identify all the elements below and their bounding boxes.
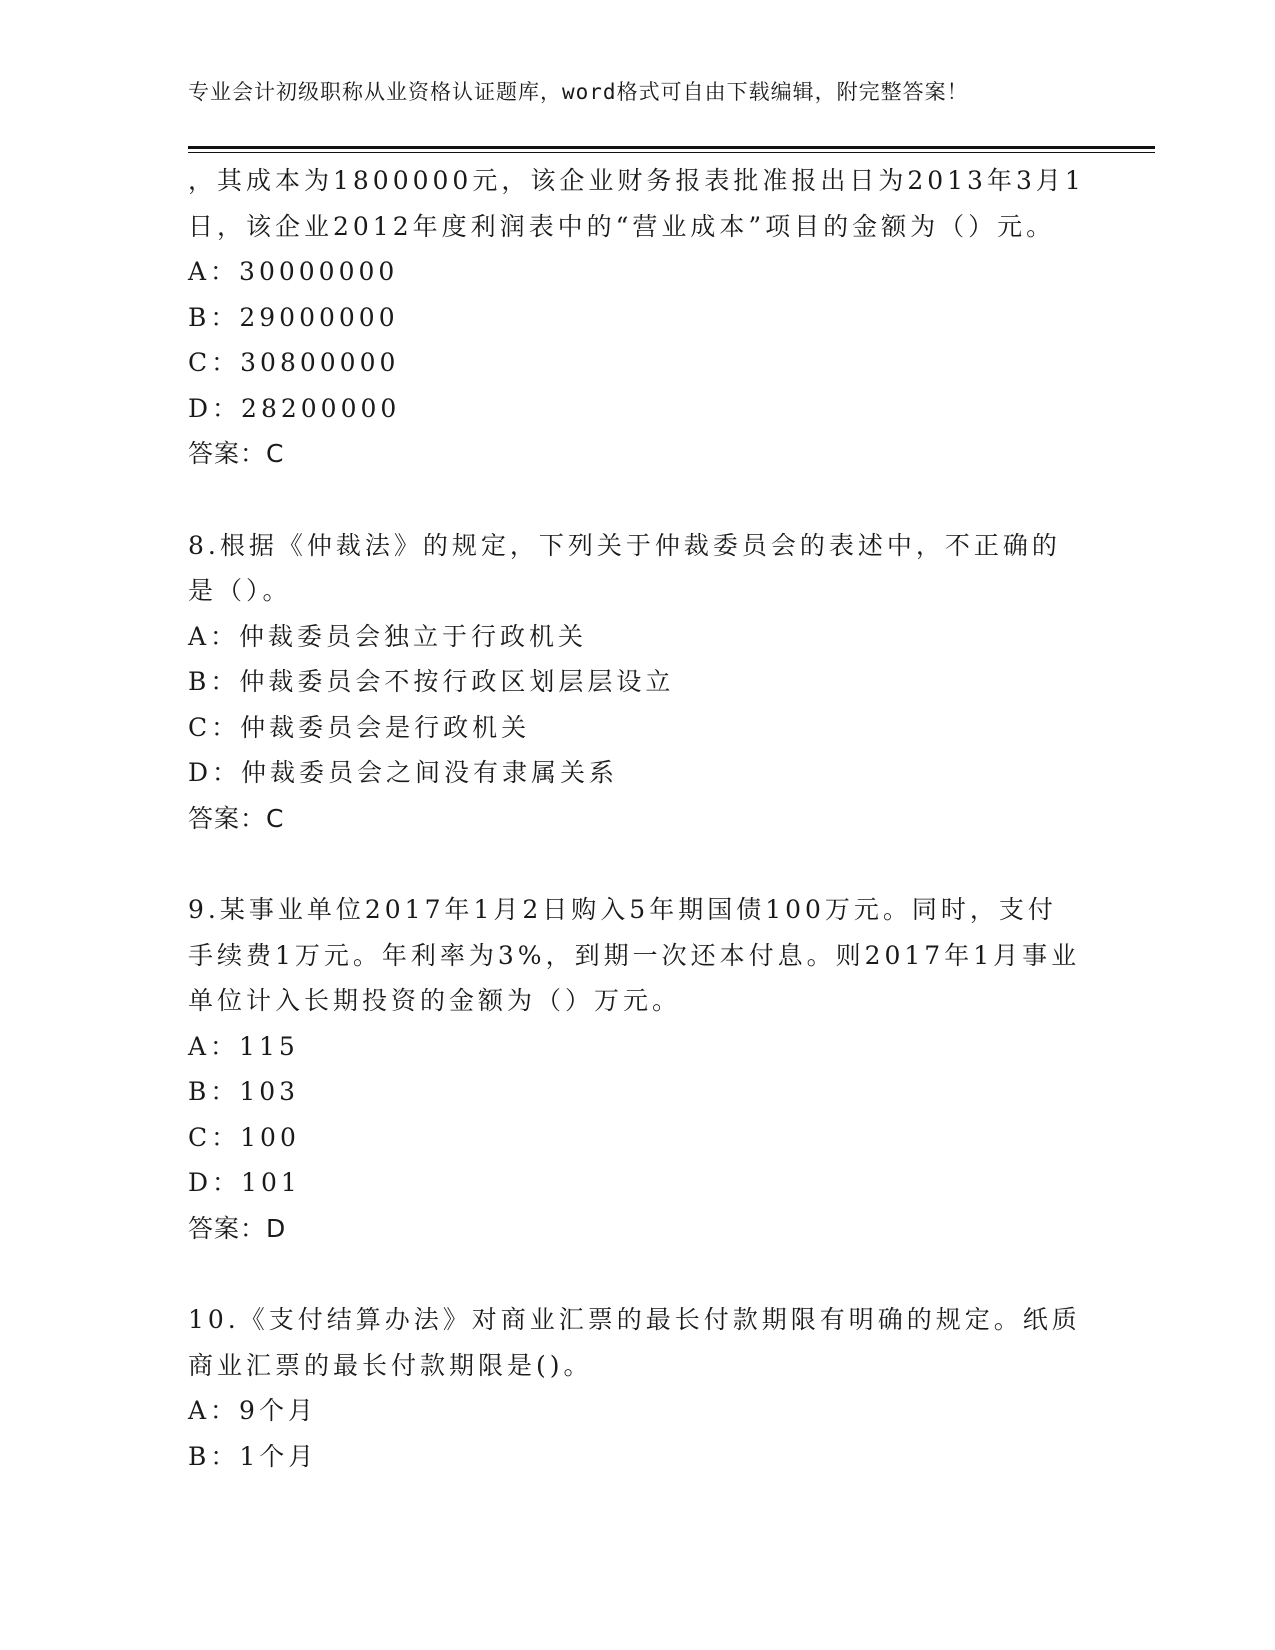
answer-text: 答案：C xyxy=(188,803,285,833)
question-stem-line: 日，该企业2012年度利润表中的“营业成本”项目的金额为（）元。 xyxy=(188,211,1056,241)
answer-text: 答案：C xyxy=(188,439,285,468)
option-c: C：仲裁委员会是行政机关 xyxy=(188,712,531,742)
answer-text: 答案：D xyxy=(188,1213,287,1243)
spacer xyxy=(188,841,1088,887)
option-a: A：115 xyxy=(188,1031,299,1061)
question-stem-line: 手续费1万元。年利率为3%，到期一次还本付息。则2017年1月事业 xyxy=(188,940,1081,970)
header-divider-thin xyxy=(188,152,1155,153)
question-stem-line: 9.某事业单位2017年1月2日购入5年期国债100万元。同时，支付 xyxy=(188,895,1057,924)
page-header-title: 专业会计初级职称从业资格认证题库，word格式可自由下载编辑，附完整答案！ xyxy=(188,80,969,104)
spacer xyxy=(188,1251,1088,1297)
option-a: A：9个月 xyxy=(188,1396,317,1425)
question-block xyxy=(188,887,1088,1251)
question-stem-line: 10.《支付结算办法》对商业汇票的最长付款期限有明确的规定。纸质 xyxy=(188,1305,1081,1334)
option-b: B：103 xyxy=(188,1077,300,1106)
question-stem-line: 商业汇票的最长付款期限是()。 xyxy=(188,1350,593,1380)
question-content xyxy=(188,158,1088,1479)
spacer xyxy=(188,477,1088,523)
option-d: D：28200000 xyxy=(188,393,401,423)
option-c: C：100 xyxy=(188,1122,300,1152)
question-block xyxy=(188,523,1088,842)
question-stem-line: ，其成本为1800000元，该企业财务报表批准报出日为2013年3月1 xyxy=(188,166,1085,195)
option-b: B：仲裁委员会不按行政区划层层设立 xyxy=(188,667,675,696)
option-d: D：101 xyxy=(188,1168,301,1197)
option-a: A：仲裁委员会独立于行政机关 xyxy=(188,621,588,651)
option-d: D：仲裁委员会之间没有隶属关系 xyxy=(188,758,619,787)
header-divider-thick xyxy=(188,146,1155,149)
option-b: B：1个月 xyxy=(188,1441,318,1471)
question-stem-line: 是（）。 xyxy=(188,576,292,605)
question-block xyxy=(188,158,1088,477)
option-c: C：30800000 xyxy=(188,348,400,377)
option-a: A：30000000 xyxy=(188,257,399,286)
option-b: B：29000000 xyxy=(188,302,399,332)
question-stem-line: 8.根据《仲裁法》的规定，下列关于仲裁委员会的表述中，不正确的 xyxy=(188,530,1061,560)
question-stem-line: 单位计入长期投资的金额为（）万元。 xyxy=(188,986,682,1015)
question-block xyxy=(188,1297,1088,1479)
